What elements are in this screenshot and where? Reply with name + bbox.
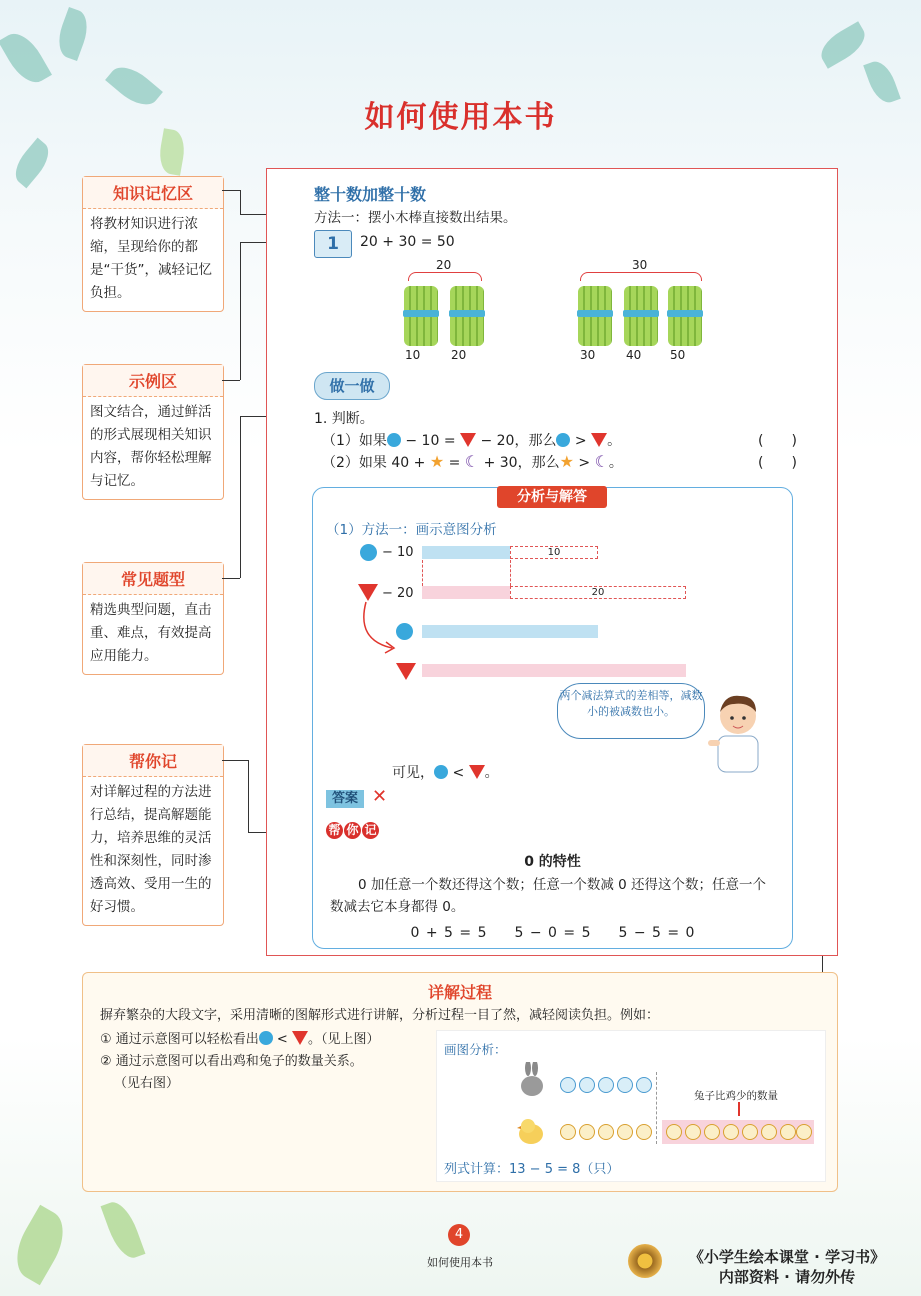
zero-property-equations: 0 + 5 = 5 5 − 0 = 5 5 − 5 = 0 (410, 925, 695, 941)
question-text: − 10 = (400, 433, 460, 449)
zero-property-title: 0 的特性 (524, 854, 581, 870)
detail-title: 详解过程 (427, 983, 492, 1002)
chick-dot (780, 1124, 796, 1140)
chick-dot (685, 1124, 701, 1140)
page-number: 4 (448, 1224, 470, 1246)
answer-paren[interactable]: ( ) (758, 433, 797, 449)
question-1 (322, 430, 621, 450)
dashed-divider (656, 1072, 657, 1144)
chick-dot (796, 1124, 812, 1140)
bundle-count-label: 40 (626, 348, 642, 362)
footer-label: 如何使用本书 (427, 1256, 493, 1269)
stick-bundle-icon (578, 286, 612, 346)
side-box-head: 常见题型 (83, 563, 223, 595)
question-number: 1. 判断。 (314, 411, 374, 427)
help-remember-badge (326, 822, 382, 842)
detail-item-1 (100, 1028, 379, 1047)
leaf-decoration (815, 21, 871, 69)
boy-icon (704, 692, 770, 784)
triangle-icon (469, 765, 485, 779)
rabbit-dot (598, 1077, 614, 1093)
practice-badge: 做一做 (314, 372, 390, 400)
triangle-icon (591, 433, 607, 447)
bundle-count-label: 20 (451, 348, 467, 362)
question-text: = (444, 455, 465, 471)
circle-icon (259, 1031, 273, 1045)
circle-icon (387, 433, 401, 447)
chick-dot (666, 1124, 682, 1140)
circle-bar (422, 546, 510, 559)
side-box-body: 精选典型问题，直击重、难点，有效提高应用能力。 (90, 602, 212, 664)
stick-bundle-icon (624, 286, 658, 346)
minus-20-label: − 20 (382, 586, 414, 601)
stick-bundle-icon (404, 286, 438, 346)
detail-description: 摒弃繁杂的大段文字，采用清晰的图解形式进行讲解，分析过程一目了然，减轻阅读负担。例如： (100, 1008, 660, 1023)
difference-label: 兔子比鸡少的数量 (694, 1090, 778, 1102)
example-number-badge: 1 (314, 230, 352, 258)
topic-title: 整十数加整十数 (314, 185, 427, 204)
brace-icon (580, 272, 702, 281)
connector-line (222, 190, 240, 191)
question-text: 。 (607, 433, 622, 449)
question-text: − 20，那么 (476, 433, 557, 449)
star-icon: ★ (429, 452, 445, 471)
footer-series: 《小学生绘本课堂 · 学习书》 (688, 1248, 886, 1266)
detail-text: 。（见上图） (307, 1032, 380, 1047)
group-total: 20 (436, 258, 452, 272)
rabbit-dot (579, 1077, 595, 1093)
difference-marker (738, 1102, 740, 1116)
connector-line (240, 416, 241, 578)
page-title: 如何使用本书 (364, 100, 557, 135)
bar-segment-20: 20 (510, 586, 686, 599)
side-box-head: 帮你记 (83, 745, 223, 777)
circle-icon (434, 765, 448, 779)
rabbit-dot (636, 1077, 652, 1093)
leaf-decoration (5, 1205, 75, 1286)
side-box-help-remember (82, 744, 224, 926)
brace-icon (408, 272, 482, 281)
moon-icon: ☾ (464, 452, 480, 471)
rabbit-dot (560, 1077, 576, 1093)
help-char: 你 (344, 822, 361, 839)
example-equation: 20 + 30 = 50 (360, 234, 455, 250)
chick-dot (598, 1124, 614, 1140)
leaf-decoration (8, 138, 56, 189)
detail-item-2: ② 通过示意图可以看出鸡和兔子的数量关系。 (100, 1054, 363, 1069)
side-box-head: 知识记忆区 (83, 177, 223, 209)
circle-icon (556, 433, 570, 447)
triangle-icon (292, 1031, 308, 1045)
question-2 (322, 452, 623, 472)
triangle-icon (396, 663, 416, 680)
chick-dot (560, 1124, 576, 1140)
circle-icon (396, 623, 413, 640)
connector-line (240, 242, 241, 380)
publisher-logo-icon (628, 1244, 662, 1278)
answer-paren[interactable]: ( ) (758, 455, 797, 471)
connector-line (222, 578, 240, 579)
stick-bundle-icon (450, 286, 484, 346)
circle-bar (422, 625, 598, 638)
analysis-step: （1）方法一：画示意图分析 (326, 522, 497, 538)
triangle-bar (422, 586, 510, 599)
connector-line (248, 760, 249, 832)
question-text: > (573, 455, 595, 471)
chick-dot (579, 1124, 595, 1140)
conclusion (392, 762, 499, 782)
arrow-icon (356, 600, 400, 656)
chick-icon (516, 1116, 546, 1146)
side-box-knowledge (82, 176, 224, 312)
chick-dot (723, 1124, 739, 1140)
chick-dot (636, 1124, 652, 1140)
triangle-bar (422, 664, 686, 677)
question-text: 。 (608, 455, 623, 471)
bar-segment-10: 10 (510, 546, 598, 559)
detail-text: < (272, 1032, 292, 1047)
chick-dot (742, 1124, 758, 1140)
question-text: + 30，那么 (479, 455, 560, 471)
chick-dot (761, 1124, 777, 1140)
connector-line (240, 190, 241, 214)
rabbit-icon (518, 1062, 546, 1098)
analysis-tab: 分析与解答 (497, 486, 607, 508)
wrong-mark-icon: ✕ (372, 786, 388, 807)
chick-dot (617, 1124, 633, 1140)
side-box-example (82, 364, 224, 500)
speech-bubble: 两个减法算式的差相等，减数小的被减数也小。 (557, 683, 705, 739)
dashed-guide (510, 560, 511, 586)
conclusion-text: < (448, 765, 469, 781)
circle-icon (360, 544, 377, 561)
dashed-guide (422, 560, 423, 586)
connector-line (222, 380, 240, 381)
question-text: > (570, 433, 592, 449)
side-box-head: 示例区 (83, 365, 223, 397)
leaf-decoration (53, 7, 94, 61)
conclusion-text: 。 (484, 765, 499, 781)
triangle-icon (358, 584, 378, 601)
side-box-body: 图文结合，通过鲜活的形式展现相关知识内容，帮你轻松理解与记忆。 (90, 404, 212, 489)
answer-badge: 答案 (326, 790, 364, 808)
connector-line (222, 760, 248, 761)
side-box-body: 将教材知识进行浓缩，呈现给你的都是“干货”，减轻记忆负担。 (90, 216, 212, 301)
side-box-body: 对详解过程的方法进行总结，提高解题能力，培养思维的灵活性和深刻性，同时渗透高效、受用一生的好习惯。 (90, 784, 212, 915)
leaf-decoration (0, 26, 52, 89)
bundle-count-label: 50 (670, 348, 686, 362)
question-text: （1）如果 (322, 433, 387, 449)
question-text: （2）如果 40 + (322, 455, 430, 471)
chick-dot (704, 1124, 720, 1140)
triangle-icon (460, 433, 476, 447)
zero-property-text: 0 加任意一个数还得这个数；任意一个数减 0 还得这个数；任意一个数减去它本身都得 0。 (330, 877, 767, 915)
stick-bundle-icon (668, 286, 702, 346)
moon-icon: ☾ (594, 452, 609, 471)
calculation-text: 列式计算：13 − 5 = 8（只） (444, 1162, 620, 1177)
footer-note: 内部资料 · 请勿外传 (718, 1268, 856, 1286)
group-total: 30 (632, 258, 648, 272)
leaf-decoration (101, 1197, 146, 1262)
diagram-title: 画图分析： (444, 1042, 507, 1057)
side-box-question-types (82, 562, 224, 675)
detail-item-2-note: （见右图） (114, 1076, 180, 1091)
star-icon: ★ (559, 452, 574, 471)
method-text: 方法一：摆小木棒直接数出结果。 (314, 210, 517, 226)
help-char: 记 (362, 822, 379, 839)
rabbit-dot (617, 1077, 633, 1093)
detail-text: ① 通过示意图可以轻松看出 (100, 1032, 259, 1047)
conclusion-text: 可见， (392, 765, 434, 781)
help-char: 帮 (326, 822, 343, 839)
minus-10-label: − 10 (382, 545, 414, 560)
bundle-count-label: 10 (405, 348, 421, 362)
bundle-count-label: 30 (580, 348, 596, 362)
